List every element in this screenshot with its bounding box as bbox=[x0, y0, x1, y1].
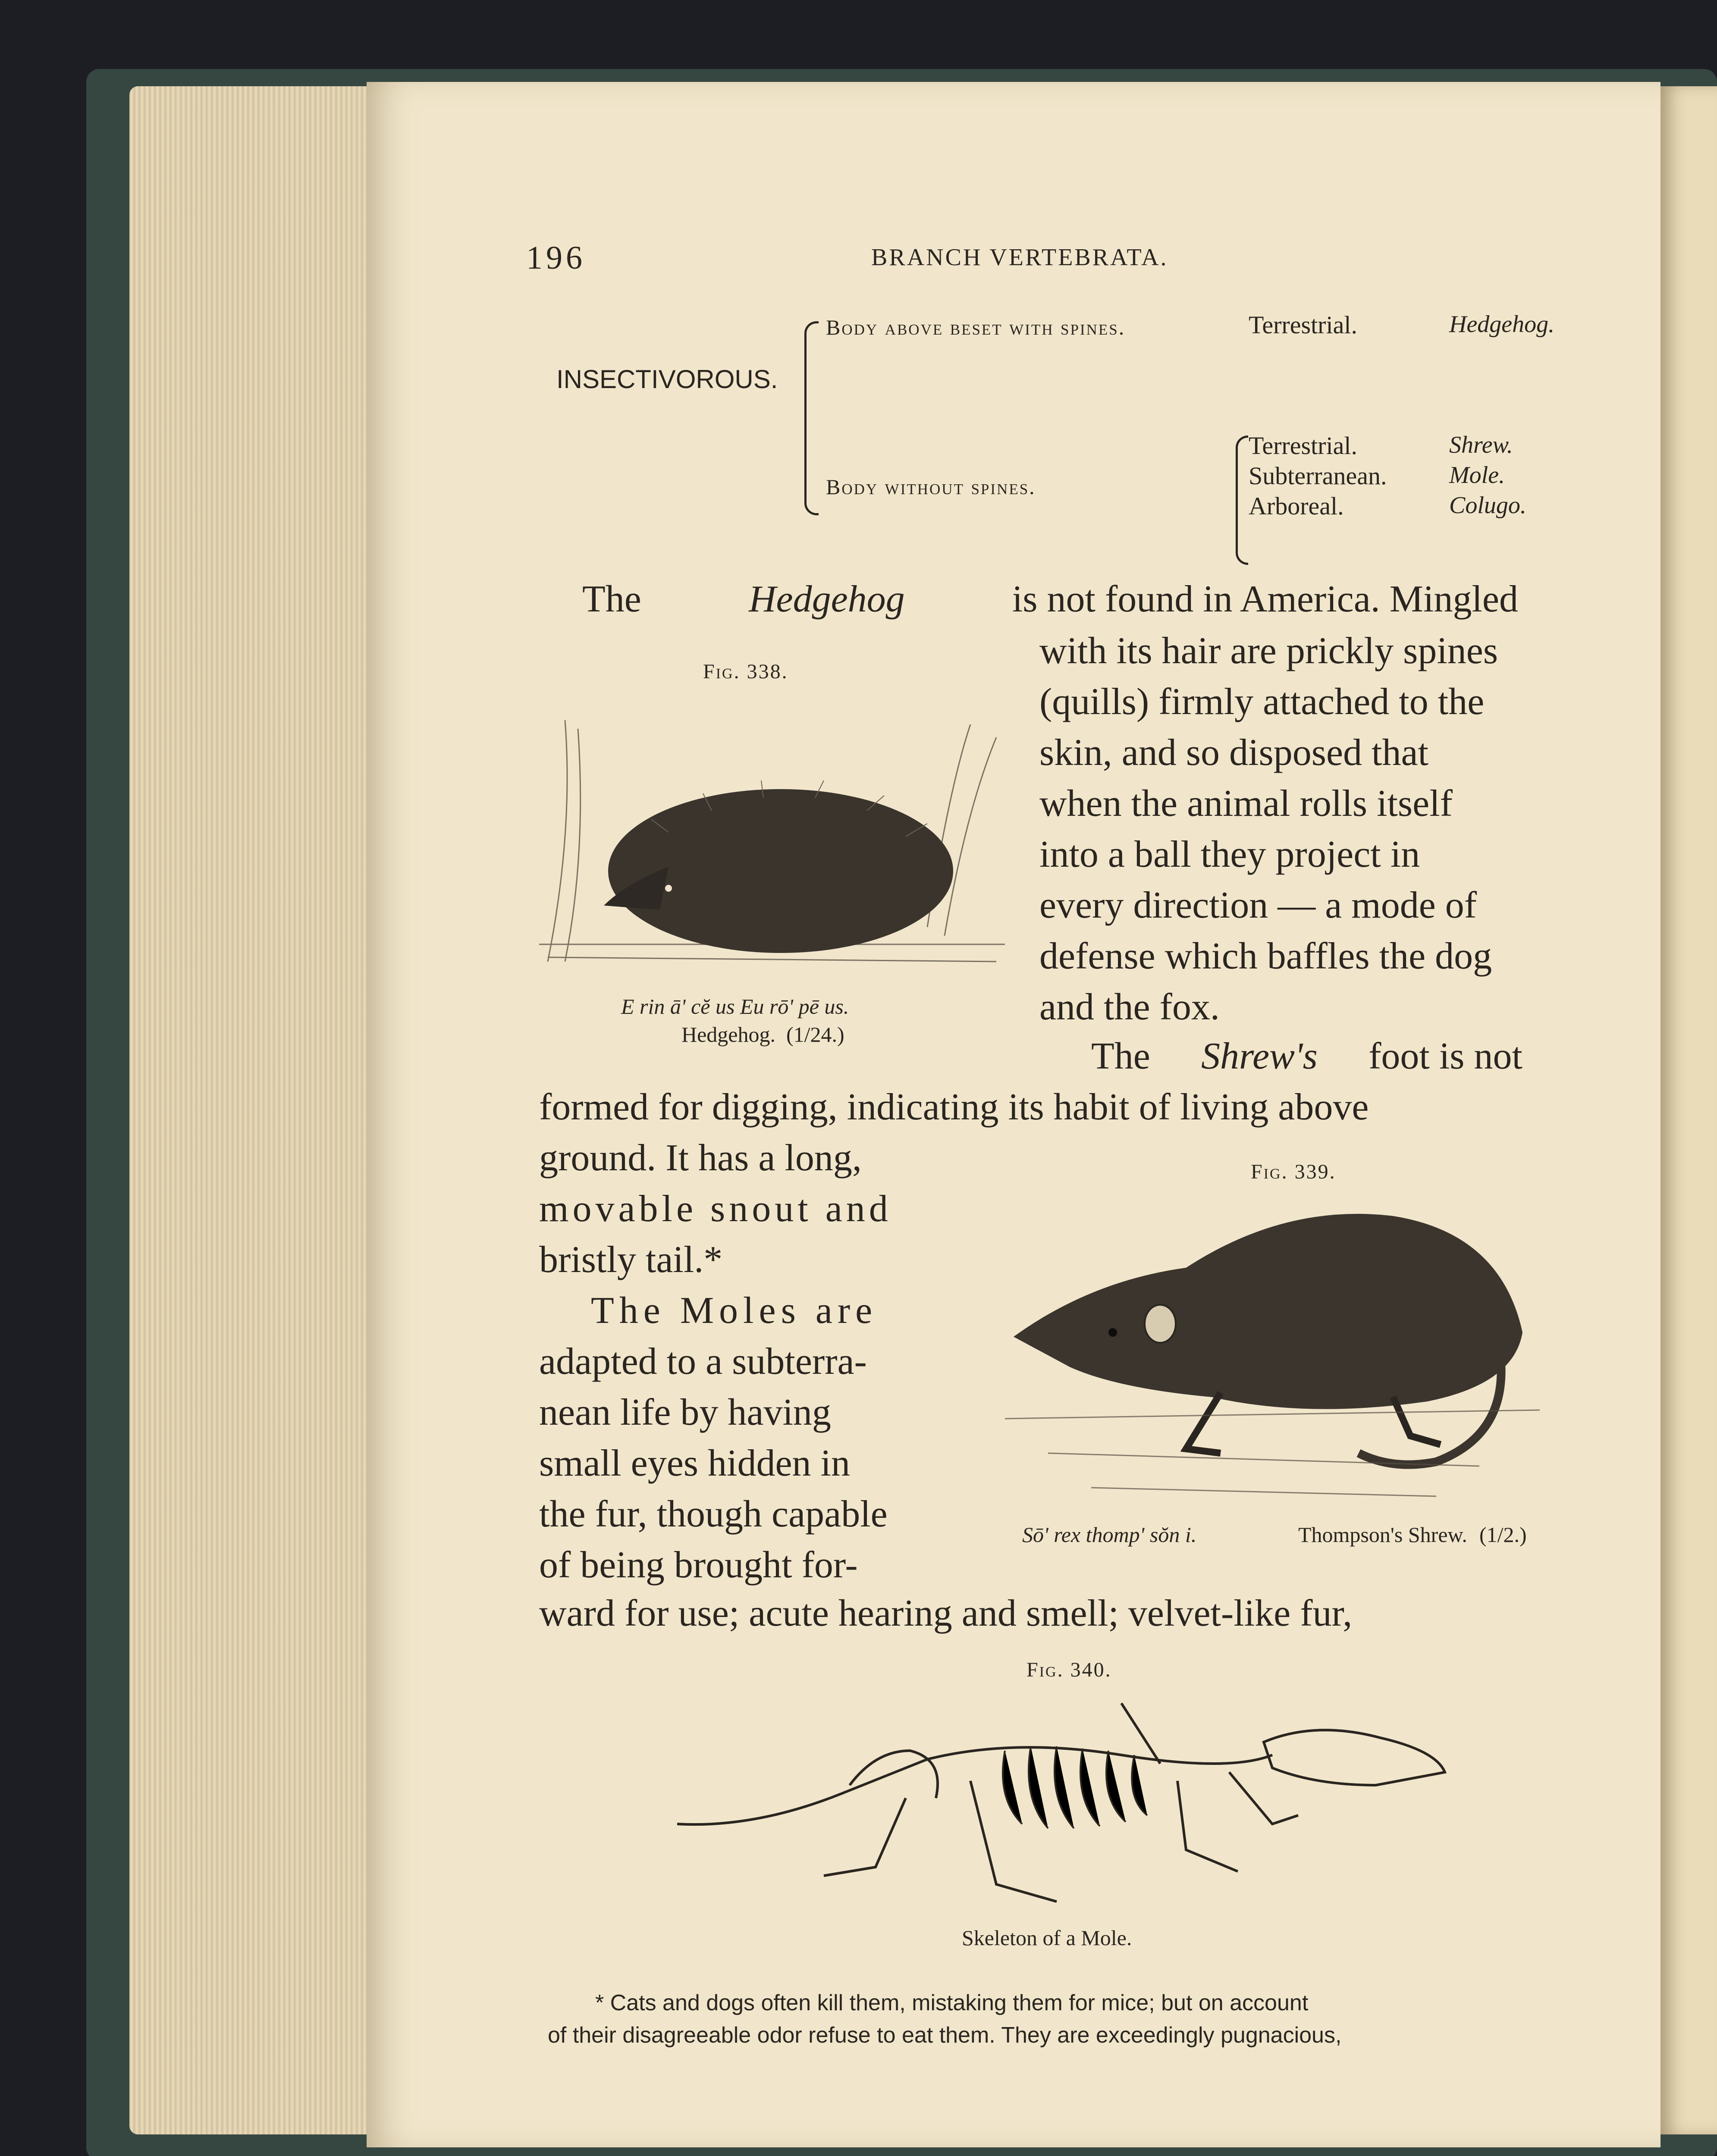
left-line: of being brought for- bbox=[539, 1544, 858, 1586]
classification-group: INSECTIVOROUS. bbox=[556, 365, 778, 394]
classification-brace bbox=[804, 321, 819, 515]
hedgehog-line: with its hair are prickly spines bbox=[1039, 630, 1498, 672]
fig340-label: Fig. 340. bbox=[1026, 1658, 1112, 1681]
row-label-no-spines: Body without spines. bbox=[826, 475, 1036, 499]
animal-mole: Mole. bbox=[1449, 462, 1505, 489]
page-edges bbox=[129, 86, 371, 2134]
row-habitat-terrestrial: Terrestrial. bbox=[1249, 311, 1357, 339]
hedgehog-line: and the fox. bbox=[1039, 986, 1220, 1028]
page-number: 196 bbox=[526, 240, 586, 276]
habitat-arboreal: Arboreal. bbox=[1249, 492, 1344, 520]
fig338-scientific-name: E rin ā' cĕ us Eu rō' pē us. bbox=[621, 994, 849, 1018]
hedgehog-line: every direction — a mode of bbox=[1039, 884, 1477, 926]
shrew-intro-line: The Shrew's foot is not bbox=[1091, 1035, 1522, 1077]
text-line-1: The Hedgehog is not found in America. Mingled bbox=[582, 578, 1518, 620]
habitat-terrestrial-2: Terrestrial. bbox=[1249, 432, 1357, 460]
habitat-brace bbox=[1236, 436, 1248, 565]
hedgehog-line: into a ball they project in bbox=[1039, 834, 1420, 875]
text-full-line-1: formed for digging, indicating its habit of living above bbox=[539, 1086, 1369, 1128]
animal-shrew: Shrew. bbox=[1449, 432, 1513, 458]
fig338-caption: Hedgehog. (1/24.) bbox=[681, 1022, 844, 1047]
habitat-subterranean: Subterranean. bbox=[1249, 462, 1387, 490]
fig339-scale: (1/2.) bbox=[1479, 1523, 1527, 1547]
footnote-line: of their disagreeable odor refuse to eat them. They are exceedingly pugnacious, bbox=[548, 2023, 1342, 2048]
fig339-common-name: Thompson's Shrew. bbox=[1298, 1523, 1467, 1547]
row-animal-hedgehog: Hedgehog. bbox=[1449, 311, 1555, 338]
left-line: the fur, though capable bbox=[539, 1493, 888, 1535]
left-line: ground. It has a long, bbox=[539, 1137, 862, 1179]
hedgehog-line: when the animal rolls itself bbox=[1039, 783, 1453, 824]
facing-page-edge bbox=[1660, 86, 1717, 2134]
hedgehog-line: skin, and so disposed that bbox=[1039, 732, 1428, 774]
hedgehog-line: defense which baffles the dog bbox=[1039, 935, 1492, 977]
running-title: BRANCH VERTEBRATA. bbox=[871, 244, 1168, 271]
shrew-illustration bbox=[1005, 1194, 1540, 1514]
fig339-label: Fig. 339. bbox=[1251, 1160, 1336, 1183]
fig339-scientific-name: Sō' rex thomp' sŏn i. bbox=[1022, 1523, 1197, 1547]
left-line: small eyes hidden in bbox=[539, 1442, 850, 1484]
mole-skeleton-illustration bbox=[669, 1686, 1453, 1945]
left-line: bristly tail.* bbox=[539, 1239, 723, 1281]
left-line: adapted to a subterra- bbox=[539, 1341, 867, 1382]
left-line: movable snout and bbox=[539, 1188, 892, 1230]
animal-colugo: Colugo. bbox=[1449, 492, 1526, 519]
left-line: nean life by having bbox=[539, 1391, 831, 1433]
book-page bbox=[367, 82, 1660, 2147]
footnote-line: * Cats and dogs often kill them, mistaking them for mice; but on account bbox=[595, 1990, 1309, 2015]
row-label-spines: Body above beset with spines. bbox=[826, 315, 1126, 339]
hedgehog-line: (quills) firmly attached to the bbox=[1039, 681, 1485, 723]
left-line: The Moles are bbox=[591, 1290, 878, 1332]
fig340-caption: Skeleton of a Mole. bbox=[962, 1926, 1132, 1950]
text-full-line-2: ward for use; acute hearing and smell; velvet-like fur, bbox=[539, 1592, 1353, 1634]
fig338-label: Fig. 338. bbox=[703, 660, 788, 683]
hedgehog-illustration bbox=[539, 703, 1005, 979]
